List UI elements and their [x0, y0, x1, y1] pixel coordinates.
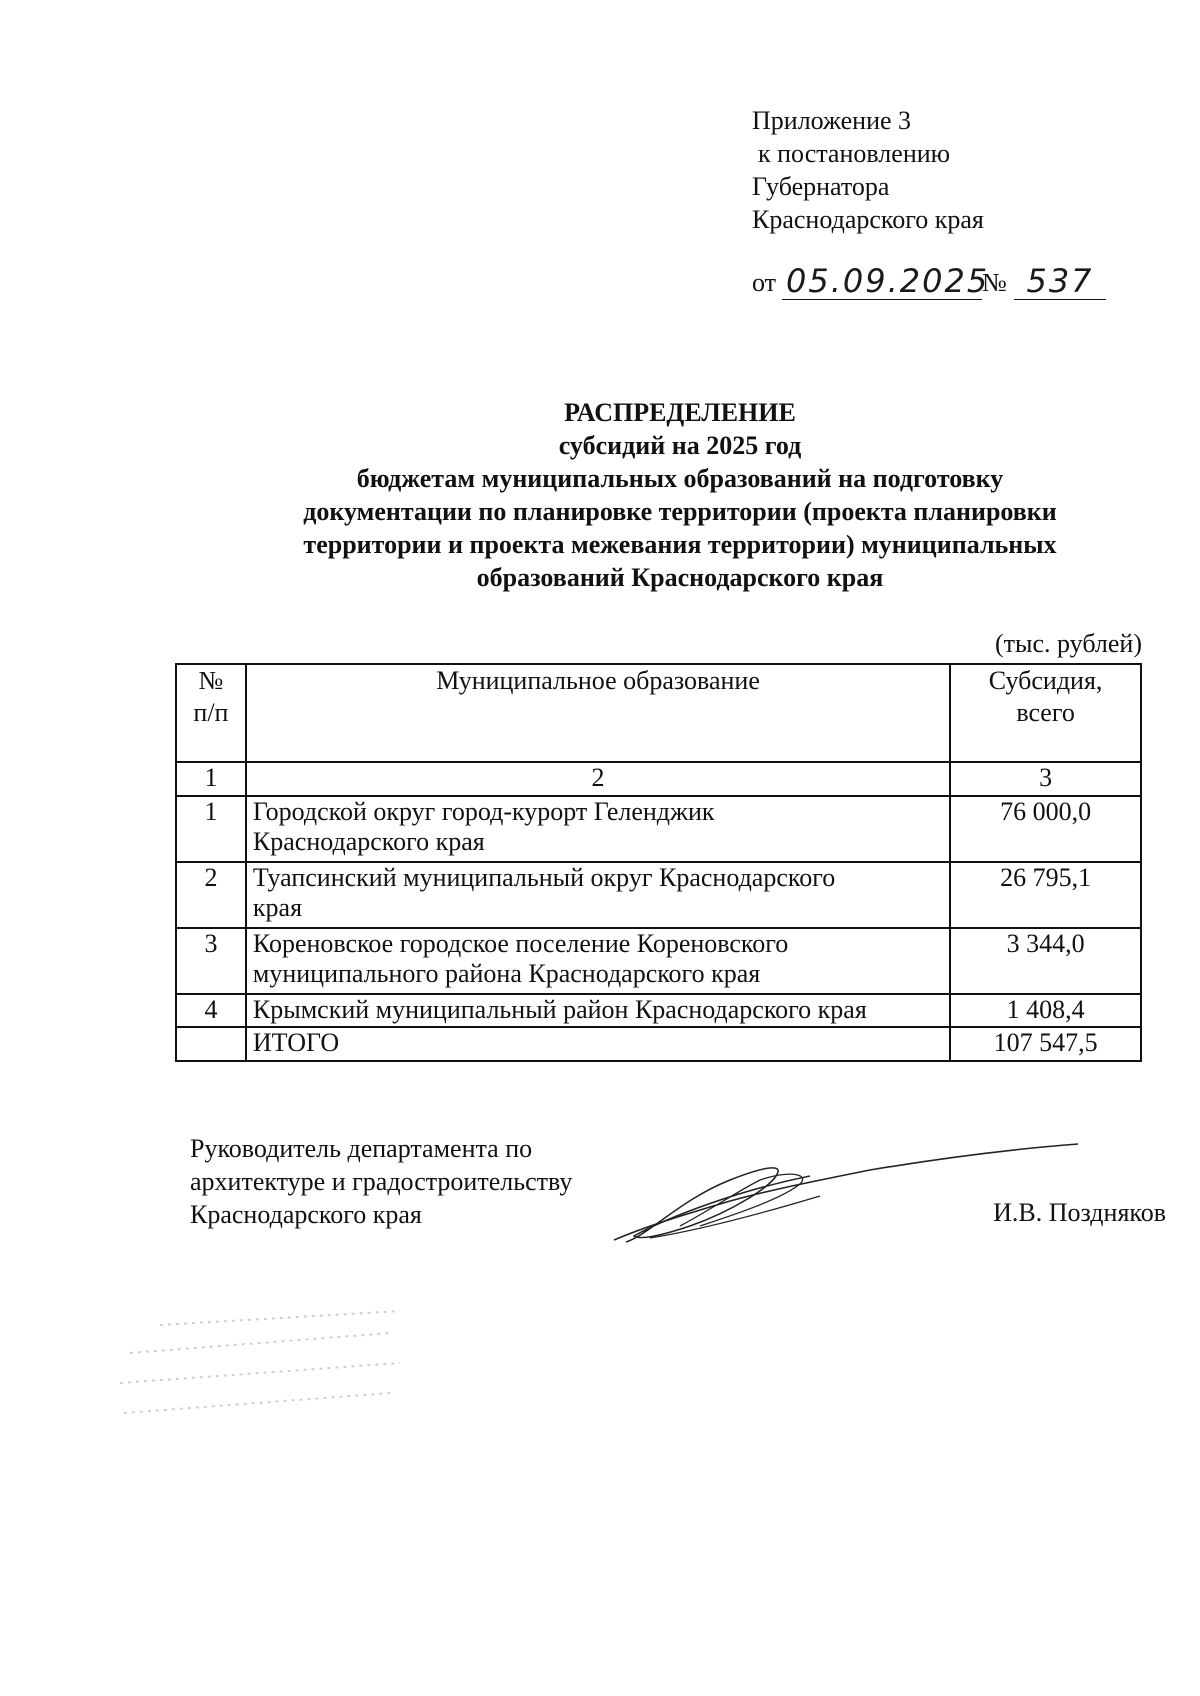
row-amount: 76 000,0 [950, 796, 1141, 862]
title-line-6: образований Краснодарского края [476, 563, 884, 592]
total-amount: 107 547,5 [950, 1027, 1141, 1061]
row-amount: 1 408,4 [950, 994, 1141, 1027]
title-line-1: РАСПРЕДЕЛЕНИЕ [564, 398, 796, 427]
column-number-row [176, 762, 1141, 796]
signatory-position [190, 1132, 572, 1231]
title-line-5: территории и проекта межевания территории) муниципальных [303, 530, 1057, 559]
total-num-empty [176, 1027, 246, 1061]
table-row [176, 862, 1141, 928]
header-municipality: Муниципальное образование [246, 664, 950, 762]
faint-stamp [100, 1305, 420, 1445]
row-name-line-2: муниципального района Краснодарского края [252, 959, 761, 988]
row-amount: 3 344,0 [950, 928, 1141, 994]
row-municipality: Крымский муниципальный район Краснодарского края [246, 994, 950, 1027]
row-amount: 26 795,1 [950, 862, 1141, 928]
row-name-line-1: Кореновское городское поселение Кореновского [252, 929, 789, 958]
appendix-line-3: Губернатора [752, 172, 890, 201]
row-name-line-1: Городской округ город-курорт Геленджик [252, 797, 715, 826]
row-num: 4 [176, 994, 246, 1027]
title-line-4: документации по планировке территории (проекта планировки [303, 497, 1057, 526]
header-subsidy-line-2: всего [1016, 698, 1075, 727]
position-line-1: Руководитель департамента по [190, 1134, 533, 1163]
decree-number: 537 [1014, 263, 1106, 300]
position-line-2: архитектуре и градостроительству [190, 1167, 573, 1196]
handwritten-signature [610, 1130, 1080, 1250]
appendix-block [752, 104, 984, 236]
column-number: 1 [176, 762, 246, 796]
row-num: 3 [176, 928, 246, 994]
appendix-line-1: Приложение 3 [752, 106, 912, 135]
header-subsidy [950, 664, 1141, 762]
column-number: 3 [950, 762, 1141, 796]
appendix-line-4: Краснодарского края [752, 205, 984, 234]
table-row [176, 796, 1141, 862]
row-num: 1 [176, 796, 246, 862]
row-name-line-2: Краснодарского края [252, 827, 485, 856]
row-municipality [246, 796, 950, 862]
row-municipality [246, 928, 950, 994]
appendix-line-2: к постановлению [758, 139, 951, 168]
from-label: от [752, 268, 777, 297]
row-name-line-2: края [252, 893, 303, 922]
row-num: 2 [176, 862, 246, 928]
title-line-3: бюджетам муниципальных образований на подготовку [356, 464, 1004, 493]
header-num [176, 664, 246, 762]
signatory-name: И.В. Поздняков [993, 1198, 1166, 1227]
table-row [176, 928, 1141, 994]
table-row [176, 994, 1141, 1027]
total-row [176, 1027, 1141, 1061]
subsidy-table [175, 663, 1142, 1062]
total-label: ИТОГО [246, 1027, 950, 1061]
document-title [230, 396, 1130, 594]
column-number: 2 [246, 762, 950, 796]
decree-date: 05.09.2025 [782, 263, 982, 300]
title-line-2: субсидий на 2025 год [558, 431, 802, 460]
row-name-line-1: Туапсинский муниципальный округ Краснодарского [252, 863, 836, 892]
number-label: № [982, 268, 1007, 297]
units-label: (тыс. рублей) [994, 629, 1142, 658]
row-municipality [246, 862, 950, 928]
header-subsidy-line-1: Субсидия, [988, 666, 1103, 695]
position-line-3: Краснодарского края [190, 1200, 422, 1229]
header-num-line-1: № [198, 666, 224, 695]
header-num-line-2: п/п [193, 698, 229, 727]
table-header-row [176, 664, 1141, 762]
